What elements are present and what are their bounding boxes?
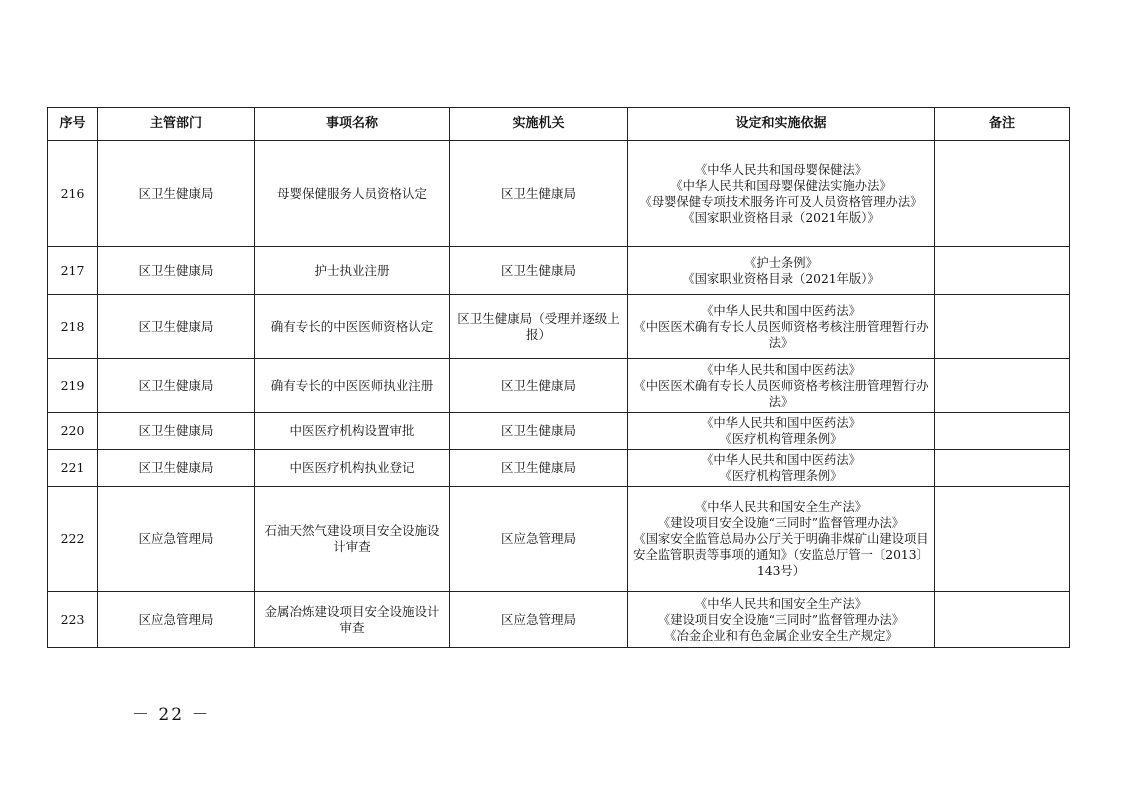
basis-line: 《医疗机构管理条例》 bbox=[719, 432, 843, 446]
cell-basis bbox=[628, 592, 935, 648]
cell-basis bbox=[628, 295, 935, 359]
table-row bbox=[48, 450, 1070, 487]
table-row bbox=[48, 487, 1070, 592]
basis-line: 《母婴保健专项技术服务许可及人员资格管理办法》 bbox=[639, 194, 923, 209]
cell-agency: 区卫生健康局 bbox=[450, 450, 628, 487]
cell-no: 219 bbox=[48, 359, 98, 413]
table-row bbox=[48, 141, 1070, 247]
cell-dept: 区卫生健康局 bbox=[98, 295, 255, 359]
header-item: 事项名称 bbox=[255, 108, 450, 141]
cell-dept: 区卫生健康局 bbox=[98, 247, 255, 295]
header-dept: 主管部门 bbox=[98, 108, 255, 141]
basis-line: 《中华人民共和国中医药法》 bbox=[701, 416, 861, 430]
cell-dept: 区应急管理局 bbox=[98, 487, 255, 592]
basis-line: 《中华人民共和国中医药法》 bbox=[701, 453, 861, 467]
cell-basis bbox=[628, 487, 935, 592]
cell-basis bbox=[628, 450, 935, 487]
cell-dept: 区卫生健康局 bbox=[98, 359, 255, 413]
table-header-row bbox=[48, 108, 1070, 141]
cell-item: 石油天然气建设项目安全设施设计审查 bbox=[255, 487, 450, 592]
cell-agency: 区卫生健康局 bbox=[450, 141, 628, 247]
cell-item: 确有专长的中医医师执业注册 bbox=[255, 359, 450, 413]
basis-line: 《国家职业资格目录（2021年版）》 bbox=[682, 210, 880, 225]
basis-line: 《中医医术确有专长人员医师资格考核注册管理暂行办法》 bbox=[633, 378, 929, 409]
basis-line: 《中医医术确有专长人员医师资格考核注册管理暂行办法》 bbox=[633, 319, 929, 350]
cell-agency: 区卫生健康局 bbox=[450, 413, 628, 450]
cell-note bbox=[935, 247, 1070, 295]
header-agency: 实施机关 bbox=[450, 108, 628, 141]
cell-note bbox=[935, 141, 1070, 247]
cell-agency: 区卫生健康局 bbox=[450, 247, 628, 295]
cell-note bbox=[935, 295, 1070, 359]
page-number: － 22 － bbox=[132, 705, 211, 725]
cell-note bbox=[935, 487, 1070, 592]
cell-no: 216 bbox=[48, 141, 98, 247]
cell-basis bbox=[628, 141, 935, 247]
cell-item: 母婴保健服务人员资格认定 bbox=[255, 141, 450, 247]
table-row bbox=[48, 359, 1070, 413]
cell-note bbox=[935, 413, 1070, 450]
items-table bbox=[47, 107, 1070, 648]
header-no: 序号 bbox=[48, 108, 98, 141]
table-row bbox=[48, 592, 1070, 648]
basis-line: 《冶金企业和有色金属企业安全生产规定》 bbox=[664, 628, 898, 643]
cell-note bbox=[935, 592, 1070, 648]
basis-line: 《医疗机构管理条例》 bbox=[719, 469, 843, 483]
cell-basis bbox=[628, 247, 935, 295]
cell-item: 确有专长的中医医师资格认定 bbox=[255, 295, 450, 359]
cell-dept: 区卫生健康局 bbox=[98, 141, 255, 247]
cell-agency: 区应急管理局 bbox=[450, 592, 628, 648]
table-row bbox=[48, 247, 1070, 295]
basis-line: 《中华人民共和国母婴保健法实施办法》 bbox=[670, 178, 892, 193]
cell-dept: 区卫生健康局 bbox=[98, 413, 255, 450]
table-row bbox=[48, 413, 1070, 450]
basis-line: 《建设项目安全设施“三同时”监督管理办法》 bbox=[657, 612, 905, 627]
cell-no: 221 bbox=[48, 450, 98, 487]
cell-no: 222 bbox=[48, 487, 98, 592]
cell-dept: 区卫生健康局 bbox=[98, 450, 255, 487]
cell-no: 218 bbox=[48, 295, 98, 359]
cell-no: 223 bbox=[48, 592, 98, 648]
cell-item: 金属冶炼建设项目安全设施设计审查 bbox=[255, 592, 450, 648]
header-basis: 设定和实施依据 bbox=[628, 108, 935, 141]
cell-note bbox=[935, 359, 1070, 413]
basis-line: 《建设项目安全设施“三同时”监督管理办法》 bbox=[657, 516, 905, 530]
basis-line: 《护士条例》 bbox=[744, 255, 818, 270]
header-note: 备注 bbox=[935, 108, 1070, 141]
cell-basis bbox=[628, 359, 935, 413]
cell-agency: 区应急管理局 bbox=[450, 487, 628, 592]
cell-agency: 区卫生健康局 bbox=[450, 359, 628, 413]
cell-no: 217 bbox=[48, 247, 98, 295]
basis-line: 《中华人民共和国母婴保健法》 bbox=[694, 162, 868, 177]
cell-item: 中医医疗机构执业登记 bbox=[255, 450, 450, 487]
cell-agency: 区卫生健康局（受理并逐级上报） bbox=[450, 295, 628, 359]
cell-basis bbox=[628, 413, 935, 450]
cell-dept: 区应急管理局 bbox=[98, 592, 255, 648]
basis-line: 《中华人民共和国安全生产法》 bbox=[694, 596, 868, 611]
table-row bbox=[48, 295, 1070, 359]
basis-line: 《国家职业资格目录（2021年版）》 bbox=[682, 271, 880, 286]
cell-note bbox=[935, 450, 1070, 487]
basis-line: 《国家安全监管总局办公厅关于明确非煤矿山建设项目安全监管职责等事项的通知》（安监总厅管一〔2013〕143号） bbox=[633, 532, 929, 578]
cell-item: 中医医疗机构设置审批 bbox=[255, 413, 450, 450]
cell-item: 护士执业注册 bbox=[255, 247, 450, 295]
basis-line: 《中华人民共和国中医药法》 bbox=[701, 303, 861, 318]
basis-line: 《中华人民共和国中医药法》 bbox=[701, 362, 861, 377]
cell-no: 220 bbox=[48, 413, 98, 450]
basis-line: 《中华人民共和国安全生产法》 bbox=[694, 500, 868, 514]
